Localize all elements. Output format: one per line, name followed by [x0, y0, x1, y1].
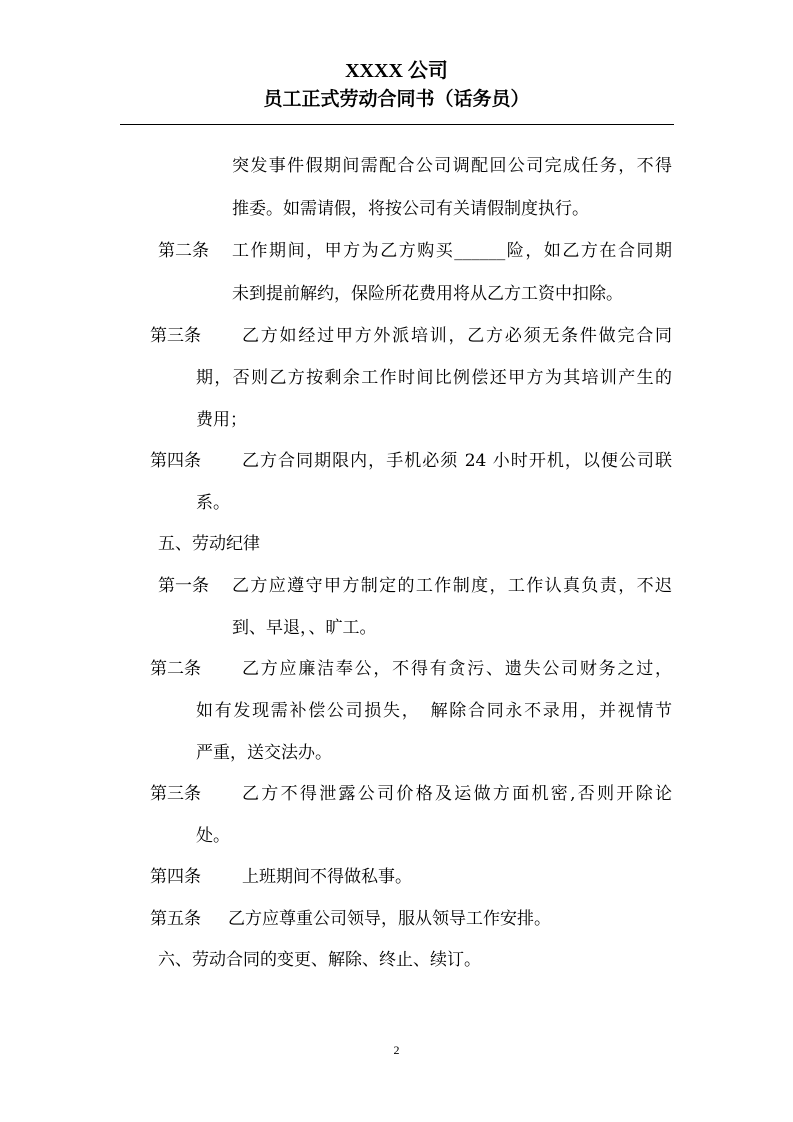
article-label: 第三条 [150, 784, 201, 804]
paragraph-line: 上班期间不得做私事。 [242, 867, 412, 887]
company-name: XXXX 公司 [345, 60, 448, 82]
article-label: 第四条 [150, 451, 201, 471]
paragraph-line: 费用； [196, 410, 247, 430]
paragraph-line: 未到提前解约，保险所花费用将从乙方工资中扣除。 [232, 284, 623, 304]
paragraph-line: 突发事件假期间需配合公司调配回公司完成任务，不得 [232, 156, 672, 176]
paragraph-line: 乙方应廉洁奉公，不得有贪污、遗失公司财务之过， [242, 659, 672, 679]
paragraph-line: 乙方应尊重公司领导，服从领导工作安排。 [228, 909, 551, 929]
paragraph-line: 系。 [196, 493, 230, 513]
document-title: 员工正式劳动合同书（话务员） [263, 88, 530, 110]
paragraph-line: 处。 [196, 826, 230, 846]
paragraph-line: 推委。如需请假，将按公司有关请假制度执行。 [232, 199, 589, 219]
paragraph-line: 期，否则乙方按剩余工作时间比例偿还甲方为其培训产生的 [196, 368, 672, 388]
section-heading: 五、劳动纪律 [158, 534, 260, 554]
paragraph-line: 乙方合同期限内，手机必须 24 小时开机，以便公司联 [242, 451, 672, 471]
article-label: 第二条 [150, 659, 201, 679]
article-label: 第三条 [150, 326, 201, 346]
header-divider [120, 124, 674, 125]
page-number: 2 [393, 1043, 400, 1057]
paragraph-line: 如有发现需补偿公司损失， 解除合同永不录用，并视情节 [196, 701, 672, 721]
article-label: 第一条 [158, 576, 209, 596]
paragraph-line: 工作期间，甲方为乙方购买______险，如乙方在合同期 [232, 241, 672, 261]
paragraph-line: 乙方应遵守甲方制定的工作制度，工作认真负责，不迟 [232, 576, 672, 596]
article-label: 第五条 [150, 909, 201, 929]
section-heading: 六、劳动合同的变更、解除、终止、续订。 [158, 950, 481, 970]
paragraph-line: 乙方如经过甲方外派培训，乙方必须无条件做完合同 [242, 326, 672, 346]
paragraph-line: 到、早退，、旷工。 [232, 618, 377, 638]
paragraph-line: 乙方不得泄露公司价格及运做方面机密,否则开除论 [242, 784, 672, 804]
paragraph-line: 严重，送交法办。 [196, 743, 332, 763]
article-label: 第四条 [150, 867, 201, 887]
article-label: 第二条 [158, 241, 209, 261]
